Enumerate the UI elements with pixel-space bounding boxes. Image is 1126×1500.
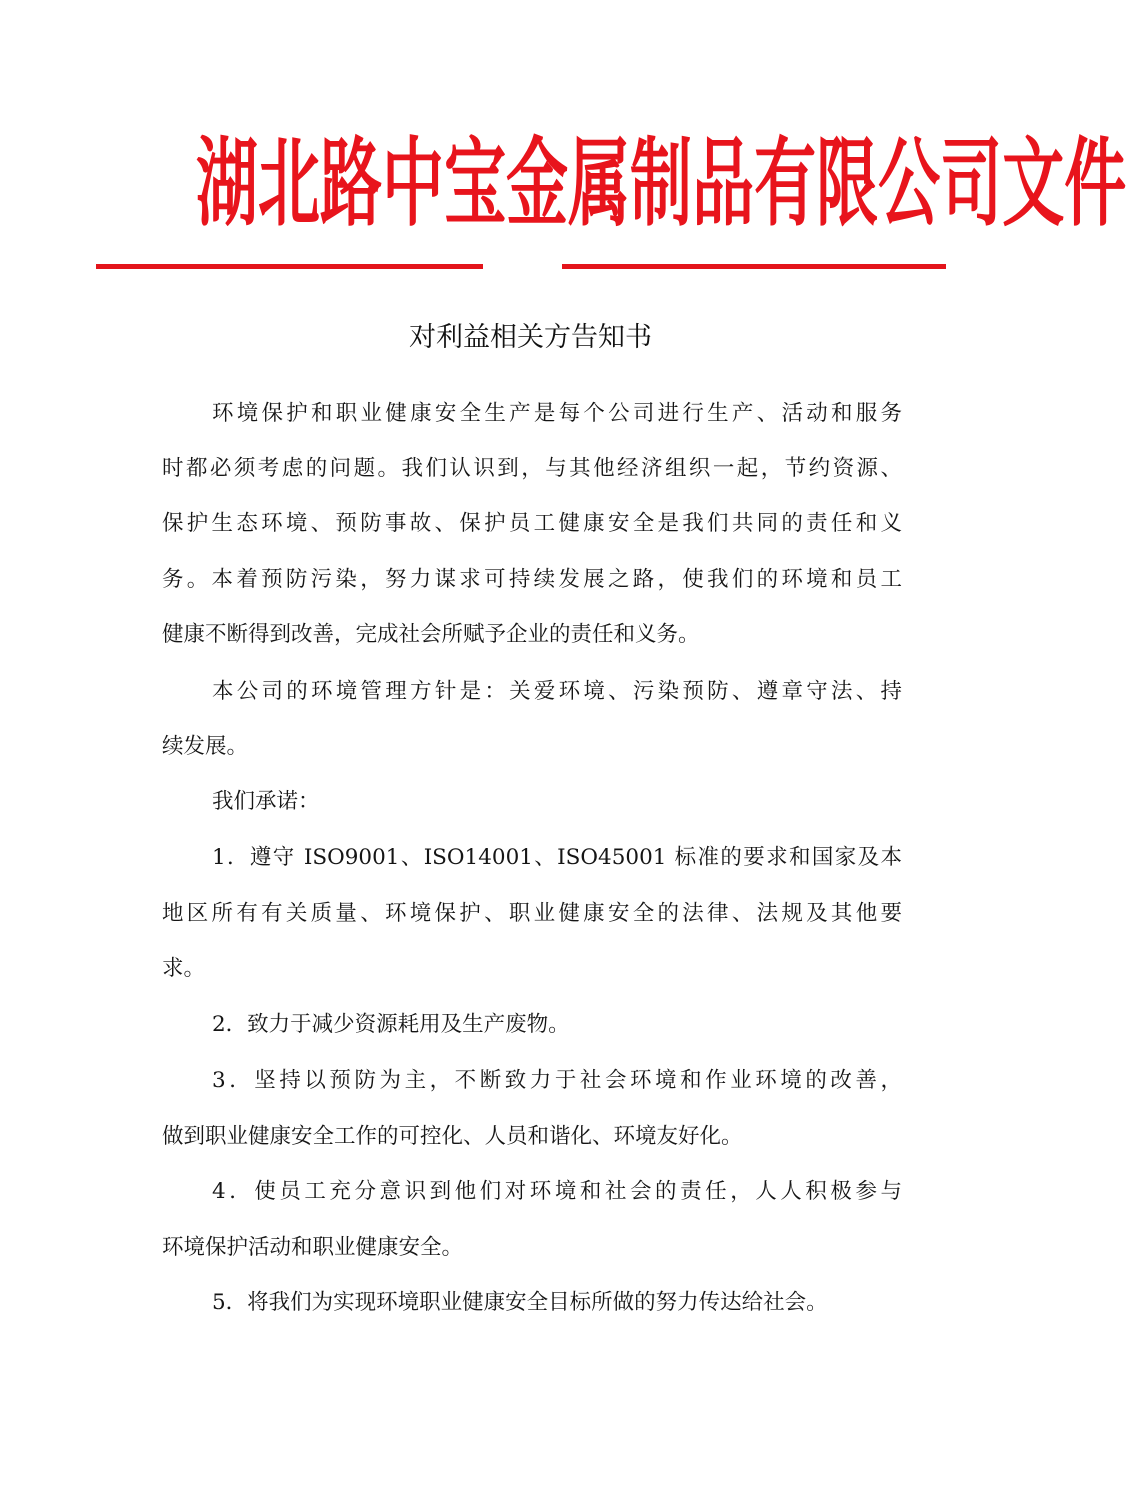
letterhead-char: 宝 [444,126,507,240]
intro-paragraph-line: 健康不断得到改善，完成社会所赋予企业的责任和义务。 [162,622,700,647]
commitment-item-1-line: 求。 [162,956,206,981]
letterhead-char: 属 [568,126,631,240]
commitment-item-3-line: 做到职业健康安全工作的可控化、人员和谐化、环境友好化。 [162,1124,743,1149]
commitment-item-4-line: 环境保护活动和职业健康安全。 [162,1235,464,1260]
letterhead-char: 制 [630,126,693,240]
letterhead-char: 司 [940,126,1003,240]
letterhead-char: 湖 [196,126,259,240]
letterhead-char: 有 [754,126,817,240]
letterhead-rule-left [96,264,483,269]
intro-paragraph-line: 务。本着预防污染，努力谋求可持续发展之路，使我们的环境和员工 [162,567,902,592]
commitment-item-2-line: 2．致力于减少资源耗用及生产废物。 [212,1012,570,1037]
letterhead-char: 中 [382,126,445,240]
intro-paragraph-line: 保护生态环境、预防事故、保护员工健康安全是我们共同的责任和义 [162,511,902,536]
letterhead-char: 件 [1064,126,1126,240]
intro-paragraph-line: 环境保护和职业健康安全生产是每个公司进行生产、活动和服务 [212,401,902,426]
letterhead-char: 公 [878,126,941,240]
commitment-item-1-line: 1．遵守 ISO9001、ISO14001、ISO45001 标准的要求和国家及本 [212,845,902,870]
commitment-item-4-line: 4．使员工充分意识到他们对环境和社会的责任，人人积极参与 [212,1179,902,1204]
letterhead-title [196,126,1126,240]
letterhead-char: 北 [258,126,321,240]
letterhead-rule-right [562,264,946,269]
commitment-heading: 我们承诺： [212,789,320,814]
letterhead-char: 品 [692,126,755,240]
policy-paragraph-line: 续发展。 [162,734,249,759]
document-title: 对利益相关方告知书 [409,322,652,353]
commitment-item-1-line: 地区所有有关质量、环境保护、职业健康安全的法律、法规及其他要 [162,901,902,926]
letterhead-char: 路 [320,126,383,240]
letterhead-char: 金 [506,126,569,240]
letterhead-char: 文 [1002,126,1065,240]
commitment-item-5-line: 5．将我们为实现环境职业健康安全目标所做的努力传达给社会。 [212,1290,828,1315]
intro-paragraph-line: 时都必须考虑的问题。我们认识到，与其他经济组织一起，节约资源、 [162,456,902,481]
commitment-item-3-line: 3．坚持以预防为主，不断致力于社会环境和作业环境的改善， [212,1068,902,1093]
letterhead-char: 限 [816,126,879,240]
policy-paragraph-line: 本公司的环境管理方针是：关爱环境、污染预防、遵章守法、持 [212,679,902,704]
